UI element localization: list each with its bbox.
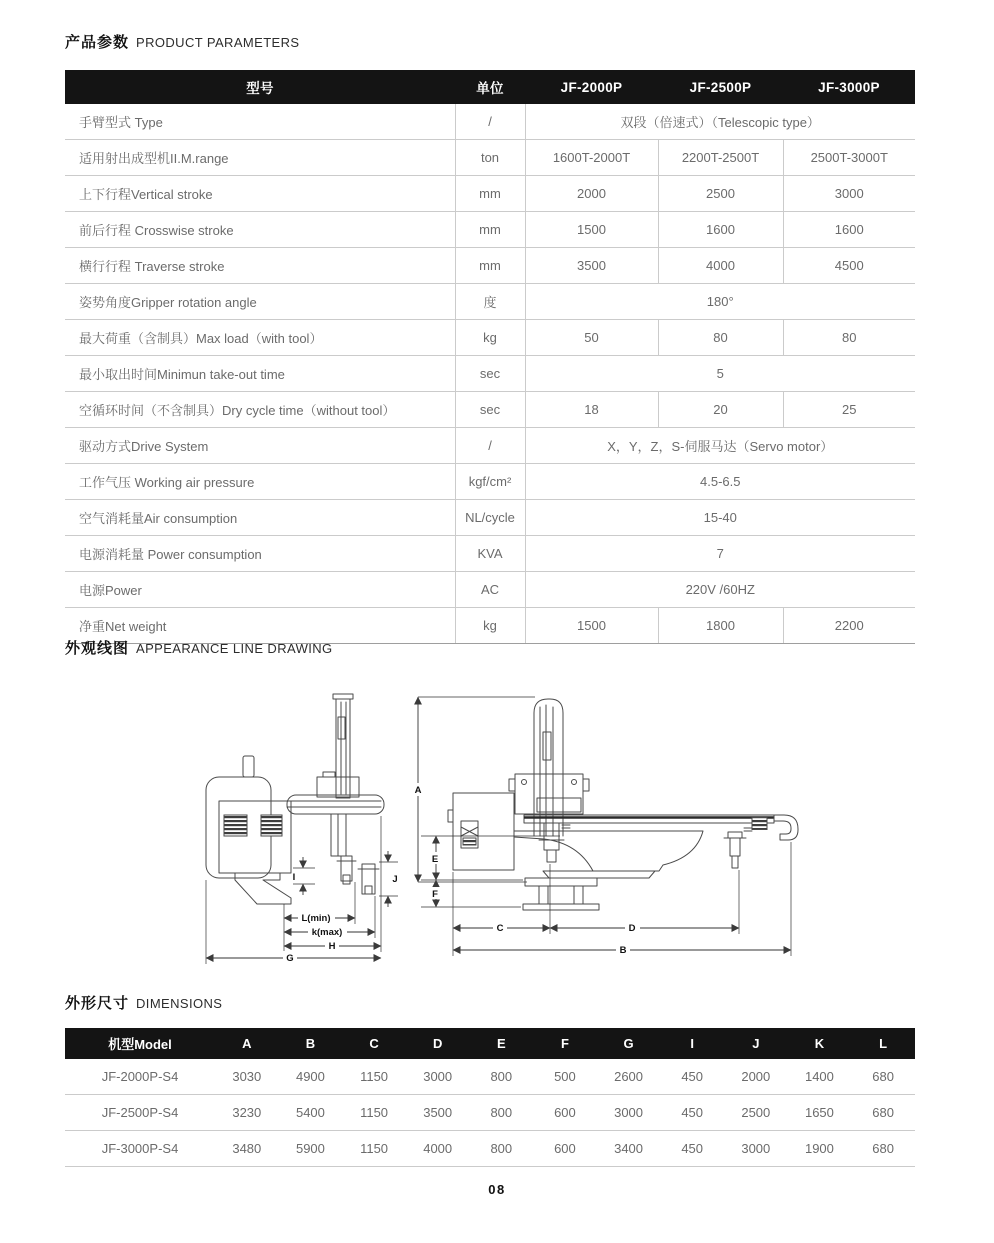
param-value: 4000 [658,248,783,284]
param-row-rotation-angle [65,284,915,320]
param-unit: 度 [455,284,525,320]
label-plate [463,838,476,845]
param-value: 20 [658,392,783,428]
param-label: 横行行程 Traverse stroke [65,248,455,284]
dim-cell: 5900 [279,1131,343,1167]
dim-cell: 1400 [788,1059,852,1095]
param-label: 手臂型式 Type [65,104,455,140]
dim-cell: 800 [470,1059,534,1095]
dim-cell-model: JF-2500P-S4 [65,1095,215,1131]
dim-col-header-g: G [597,1028,661,1059]
param-label: 电源消耗量 Power consumption [65,536,455,572]
param-label: 姿势角度Gripper rotation angle [65,284,455,320]
param-unit: sec [455,356,525,392]
col-header-unit: 单位 [455,70,525,104]
dim-cell: 450 [660,1059,724,1095]
param-label: 前后行程 Crosswise stroke [65,212,455,248]
dim-cell: 450 [660,1131,724,1167]
param-value: 1600T-2000T [525,140,658,176]
param-label: 空气消耗量Air consumption [65,500,455,536]
param-value: 4500 [783,248,915,284]
param-unit: kg [455,320,525,356]
dimensions-title-cn: 外形尺寸 [65,995,130,1012]
param-value: 2200T-2500T [658,140,783,176]
dimensions-title-en: DIMENSIONS [136,996,223,1011]
dim-label-e: E [431,854,439,865]
param-unit: sec [455,392,525,428]
param-merged-value: 双段（倍速式）（Telescopic type） [525,104,915,140]
dim-cell: 680 [851,1059,915,1095]
dim-cell: 3480 [215,1131,279,1167]
dim-cell: 1900 [788,1131,852,1167]
dim-cell-model: JF-2000P-S4 [65,1059,215,1095]
param-merged-value: 4.5-6.5 [525,464,915,500]
param-merged-value: X，Y，Z，S-伺服马达（Servo motor） [525,428,915,464]
appearance-line-drawing [65,672,925,978]
param-row-vertical-stroke [65,176,915,212]
param-row-dry-cycle-time [65,392,915,428]
param-value: 1600 [658,212,783,248]
front-view-drawing [421,699,798,956]
dim-label-h: H [328,941,336,952]
param-value: 1500 [525,608,658,644]
param-label: 最小取出时间Minimun take-out time [65,356,455,392]
dim-col-header-c: C [342,1028,406,1059]
dim-cell: 4000 [406,1131,470,1167]
param-label: 净重Net weight [65,608,455,644]
col-header-model: 型号 [65,70,455,104]
dim-label-l-min: L(min) [301,913,331,924]
dim-cell: 680 [851,1095,915,1131]
section-title-dimensions [65,992,222,1013]
dim-label-a: A [414,785,422,796]
param-unit: NL/cycle [455,500,525,536]
param-label: 适用射出成型机II.M.range [65,140,455,176]
dim-cell: 1150 [342,1095,406,1131]
param-unit: kgf/cm² [455,464,525,500]
dim-cell: 1150 [342,1131,406,1167]
param-merged-value: 220V /60HZ [525,572,915,608]
param-unit: / [455,104,525,140]
param-merged-value: 180° [525,284,915,320]
param-unit: KVA [455,536,525,572]
param-label: 电源Power [65,572,455,608]
param-value: 1500 [525,212,658,248]
param-unit: mm [455,248,525,284]
param-label: 最大荷重（含制具）Max load（with tool） [65,320,455,356]
dim-label-f: F [432,889,438,900]
param-row-drive-system [65,428,915,464]
dim-col-header-b: B [279,1028,343,1059]
drawing-title-en: APPEARANCE LINE DRAWING [136,641,333,656]
dim-row-jf3000p-s4 [65,1131,915,1167]
param-value: 80 [783,320,915,356]
dim-cell: 800 [470,1131,534,1167]
page-number: 08 [488,1182,506,1197]
section-title-parameters [65,31,299,52]
param-value: 80 [658,320,783,356]
dim-col-header-model: 机型Model [65,1028,215,1059]
dim-cell: 3230 [215,1095,279,1131]
section-title-drawing [65,637,333,658]
param-row-air-consumption [65,500,915,536]
dim-label-i: I [292,872,296,883]
param-value: 3000 [783,176,915,212]
dim-cell: 3000 [724,1131,788,1167]
parameters-header-row [65,70,915,104]
parameters-title-cn: 产品参数 [65,34,130,51]
dim-col-header-a: A [215,1028,279,1059]
dim-cell: 4900 [279,1059,343,1095]
dim-cell: 2600 [597,1059,661,1095]
param-unit: / [455,428,525,464]
param-unit: kg [455,608,525,644]
dim-cell: 2000 [724,1059,788,1095]
dim-row-jf2000p-s4 [65,1059,915,1095]
dimensions-header-row [65,1028,915,1059]
dim-cell: 1650 [788,1095,852,1131]
param-label: 空循环时间（不含制具）Dry cycle time（without tool） [65,392,455,428]
param-value: 2200 [783,608,915,644]
param-merged-value: 5 [525,356,915,392]
param-merged-value: 7 [525,536,915,572]
dim-cell: 3030 [215,1059,279,1095]
dim-cell: 5400 [279,1095,343,1131]
param-label: 上下行程Vertical stroke [65,176,455,212]
dim-col-header-j: J [724,1028,788,1059]
dim-cell: 500 [533,1059,597,1095]
dim-label-d: D [628,923,636,934]
param-row-crosswise-stroke [65,212,915,248]
dim-col-header-f: F [533,1028,597,1059]
param-value: 2000 [525,176,658,212]
col-header-jf2000p: JF-2000P [525,70,658,104]
param-row-max-load [65,320,915,356]
parameters-title-en: PRODUCT PARAMETERS [136,35,300,50]
col-header-jf3000p: JF-3000P [783,70,915,104]
beam-end-block [752,818,767,830]
param-value: 2500T-3000T [783,140,915,176]
param-row-working-air-pressure [65,464,915,500]
col-header-jf2500p: JF-2500P [658,70,783,104]
dim-label-c: C [496,923,504,934]
dim-col-header-i: I [660,1028,724,1059]
param-label: 工作气压 Working air pressure [65,464,455,500]
dim-row-jf2500p-s4 [65,1095,915,1131]
side-view-drawing [206,694,398,964]
param-row-traverse-stroke [65,248,915,284]
param-value: 2500 [658,176,783,212]
drawing-title-cn: 外观线图 [65,640,130,657]
dim-cell: 600 [533,1131,597,1167]
param-unit: AC [455,572,525,608]
dim-col-header-d: D [406,1028,470,1059]
param-value: 3500 [525,248,658,284]
param-value: 18 [525,392,658,428]
param-row-im-range [65,140,915,176]
dim-label-g: G [286,953,294,964]
vent-grille [224,815,247,836]
dim-cell: 3000 [406,1059,470,1095]
dim-cell: 2500 [724,1095,788,1131]
dim-label-b: B [619,945,627,956]
param-unit: mm [455,212,525,248]
param-row-power [65,572,915,608]
dim-cell: 3400 [597,1131,661,1167]
dim-cell: 450 [660,1095,724,1131]
dim-col-header-l: L [851,1028,915,1059]
param-row-min-takeout-time [65,356,915,392]
dim-cell-model: JF-3000P-S4 [65,1131,215,1167]
param-label: 驱动方式Drive System [65,428,455,464]
parameters-table [65,70,915,644]
param-unit: ton [455,140,525,176]
param-value: 25 [783,392,915,428]
param-value: 1800 [658,608,783,644]
dim-col-header-k: K [788,1028,852,1059]
dim-cell: 3500 [406,1095,470,1131]
dim-cell: 800 [470,1095,534,1131]
dim-col-header-e: E [470,1028,534,1059]
param-row-power-consumption [65,536,915,572]
dim-cell: 1150 [342,1059,406,1095]
vent-grille [261,815,282,836]
dim-label-j: J [392,874,398,885]
dim-cell: 680 [851,1131,915,1167]
param-row-arm-type [65,104,915,140]
param-value: 1600 [783,212,915,248]
param-unit: mm [455,176,525,212]
dim-cell: 600 [533,1095,597,1131]
dim-cell: 3000 [597,1095,661,1131]
param-value: 50 [525,320,658,356]
param-merged-value: 15-40 [525,500,915,536]
dimensions-table [65,1028,915,1167]
dim-label-k-max: k(max) [311,927,343,938]
